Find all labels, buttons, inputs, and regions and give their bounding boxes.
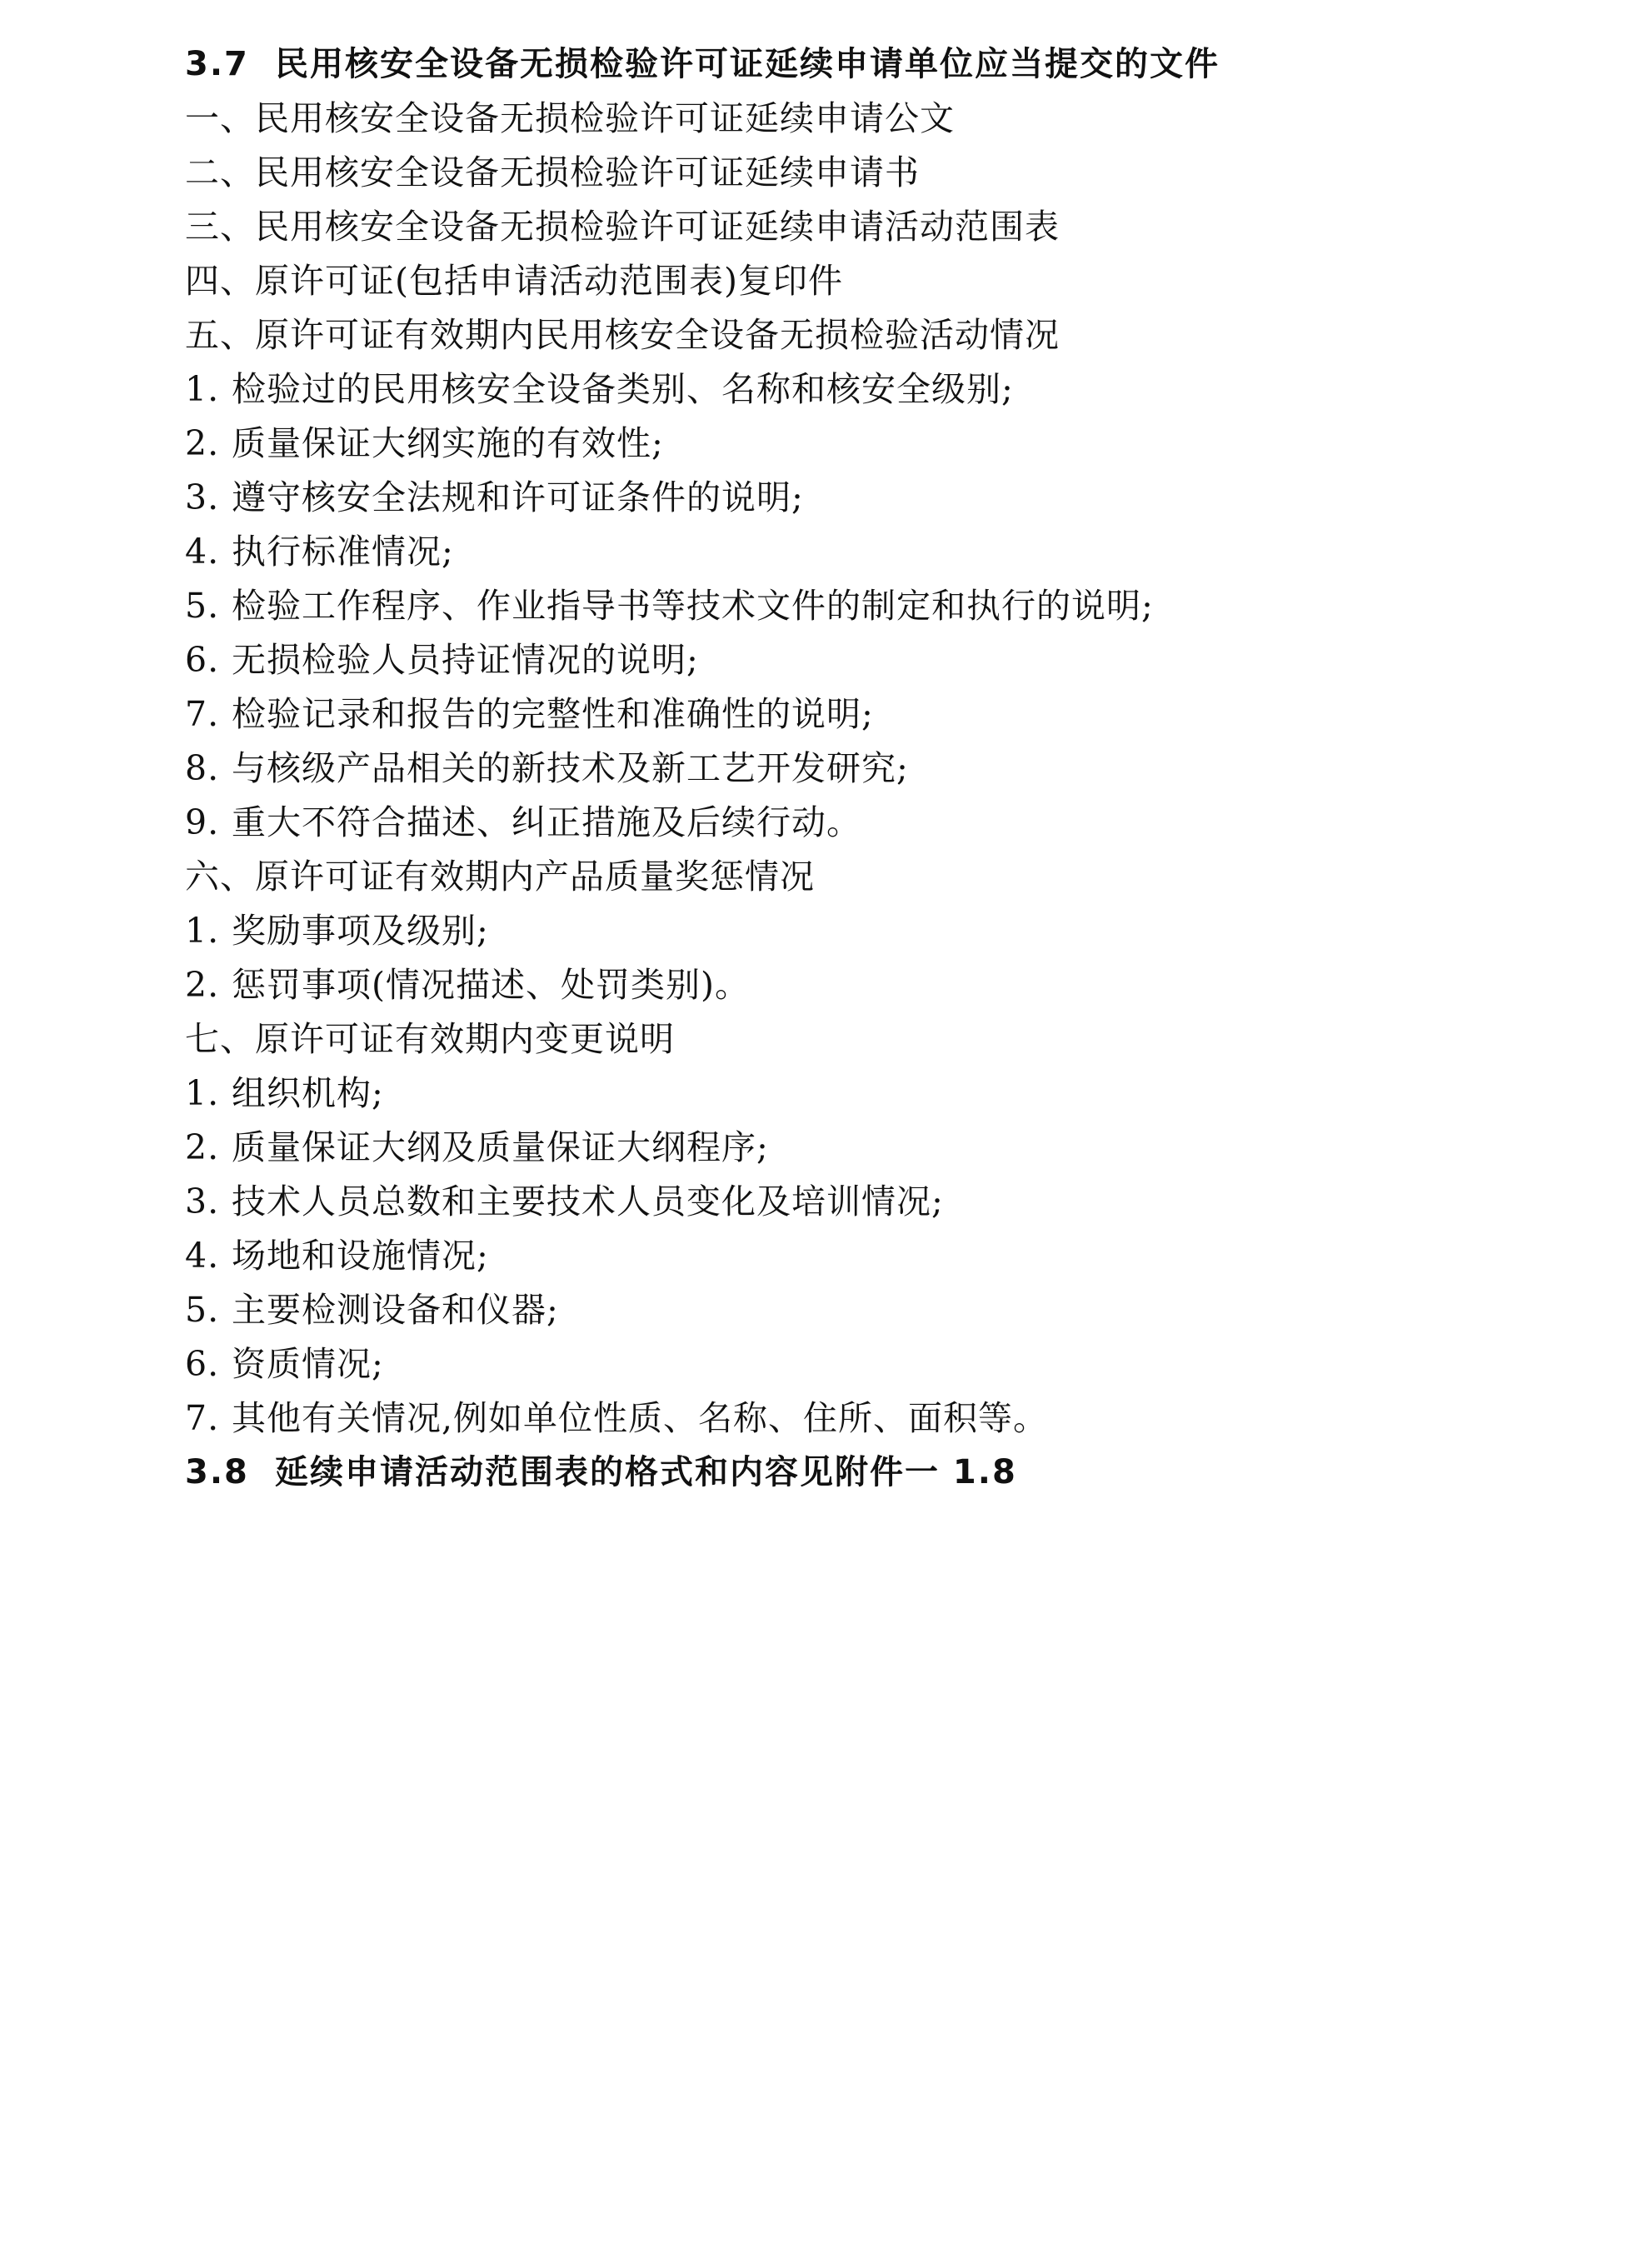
section-heading-3-7 [185, 43, 1220, 85]
list-item: 1. 组织机构; [185, 1073, 384, 1113]
list-item: 四、原许可证(包括申请活动范围表)复印件 [185, 261, 843, 301]
list-item: 7. 其他有关情况,例如单位性质、名称、住所、面积等。 [185, 1398, 1049, 1438]
list-item: 三、民用核安全设备无损检验许可证延续申请活动范围表 [185, 207, 1060, 247]
list-item: 8. 与核级产品相关的新技术及新工艺开发研究; [185, 748, 909, 788]
list-item: 4. 执行标准情况; [185, 532, 454, 572]
section-number: 3.7 [185, 45, 249, 83]
list-item: 2. 质量保证大纲实施的有效性; [185, 423, 664, 463]
list-item: 2. 质量保证大纲及质量保证大纲程序; [185, 1127, 769, 1167]
list-item: 5. 主要检测设备和仪器; [185, 1290, 559, 1330]
list-item: 5. 检验工作程序、作业指导书等技术文件的制定和执行的说明; [185, 586, 1154, 626]
list-item: 1. 奖励事项及级别; [185, 911, 489, 951]
list-item: 一、民用核安全设备无损检验许可证延续申请公文 [185, 98, 955, 138]
list-item: 4. 场地和设施情况; [185, 1236, 489, 1276]
section-heading-3-8 [185, 1451, 1017, 1493]
list-item: 6. 无损检验人员持证情况的说明; [185, 640, 699, 680]
section-title: 延续申请活动范围表的格式和内容见附件一 1.8 [275, 1453, 1017, 1491]
list-item: 9. 重大不符合描述、纠正措施及后续行动。 [185, 802, 861, 842]
list-item: 二、民用核安全设备无损检验许可证延续申请书 [185, 152, 920, 192]
list-item: 6. 资质情况; [185, 1344, 384, 1384]
section-number: 3.8 [185, 1453, 249, 1491]
list-item: 7. 检验记录和报告的完整性和准确性的说明; [185, 694, 874, 734]
list-item: 2. 惩罚事项(情况描述、处罚类别)。 [185, 965, 750, 1005]
list-item: 七、原许可证有效期内变更说明 [185, 1019, 675, 1059]
list-item: 3. 技术人员总数和主要技术人员变化及培训情况; [185, 1181, 944, 1221]
list-item: 六、原许可证有效期内产品质量奖惩情况 [185, 857, 815, 897]
section-title: 民用核安全设备无损检验许可证延续申请单位应当提交的文件 [275, 45, 1220, 83]
list-item: 1. 检验过的民用核安全设备类别、名称和核安全级别; [185, 369, 1014, 409]
list-item: 五、原许可证有效期内民用核安全设备无损检验活动情况 [185, 315, 1060, 355]
list-item: 3. 遵守核安全法规和许可证条件的说明; [185, 477, 804, 517]
